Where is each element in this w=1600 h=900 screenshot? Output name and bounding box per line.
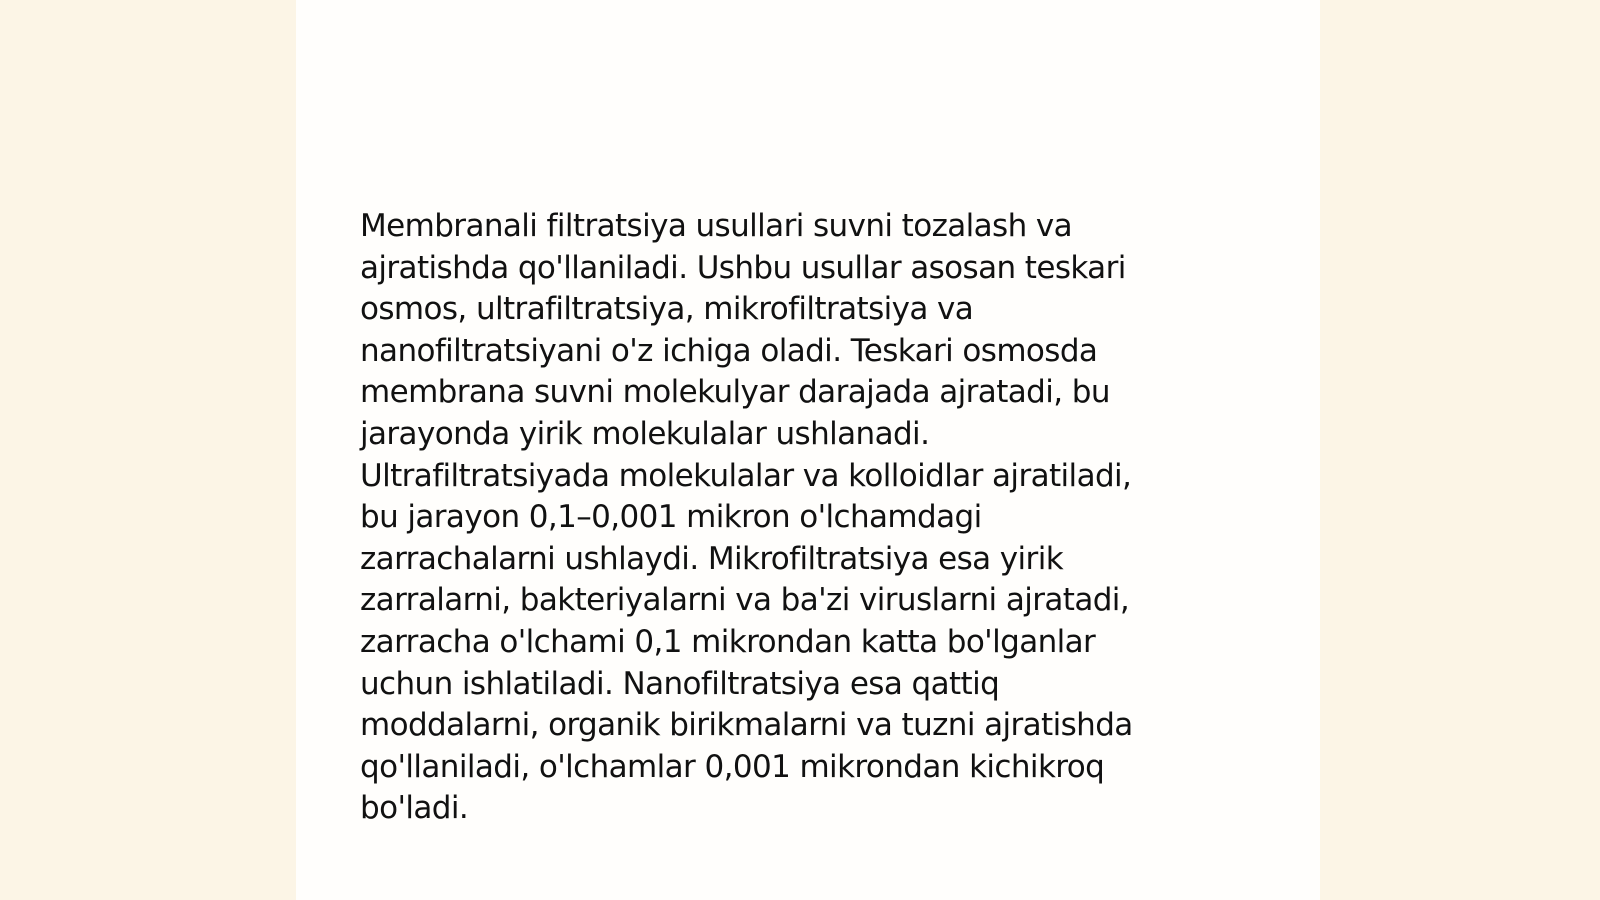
document-page bbox=[296, 0, 1320, 900]
body-paragraph: Membranali filtratsiya usullari suvni tozalash va ajratishda qo'llaniladi. Ushbu usullar asosan teskari osmos, ultrafiltratsiya, mikrofiltratsiya va nanofiltratsiyani o'z ichiga oladi. Teskari osmosda membrana suvni molekulyar darajada ajratadi, bu jarayonda yirik molekulalar ushlanadi. Ultrafiltratsiyada molekulalar va kolloidlar ajratiladi, bu jarayon 0,1–0,001 mikron o'lchamdagi zarrachalarni ushlaydi. Mikrofiltratsiya esa yirik zarralarni, bakteriyalarni va ba'zi viruslarni ajratadi, zarracha o'lchami 0,1 mikrondan katta bo'lganlar uchun ishlatiladi. Nanofiltratsiya esa qattiq moddalarni, organik birikmalarni va tuzni ajratishda qo'llaniladi, o'lchamlar 0,001 mikrondan kichikroq bo'ladi. bbox=[360, 208, 1133, 827]
